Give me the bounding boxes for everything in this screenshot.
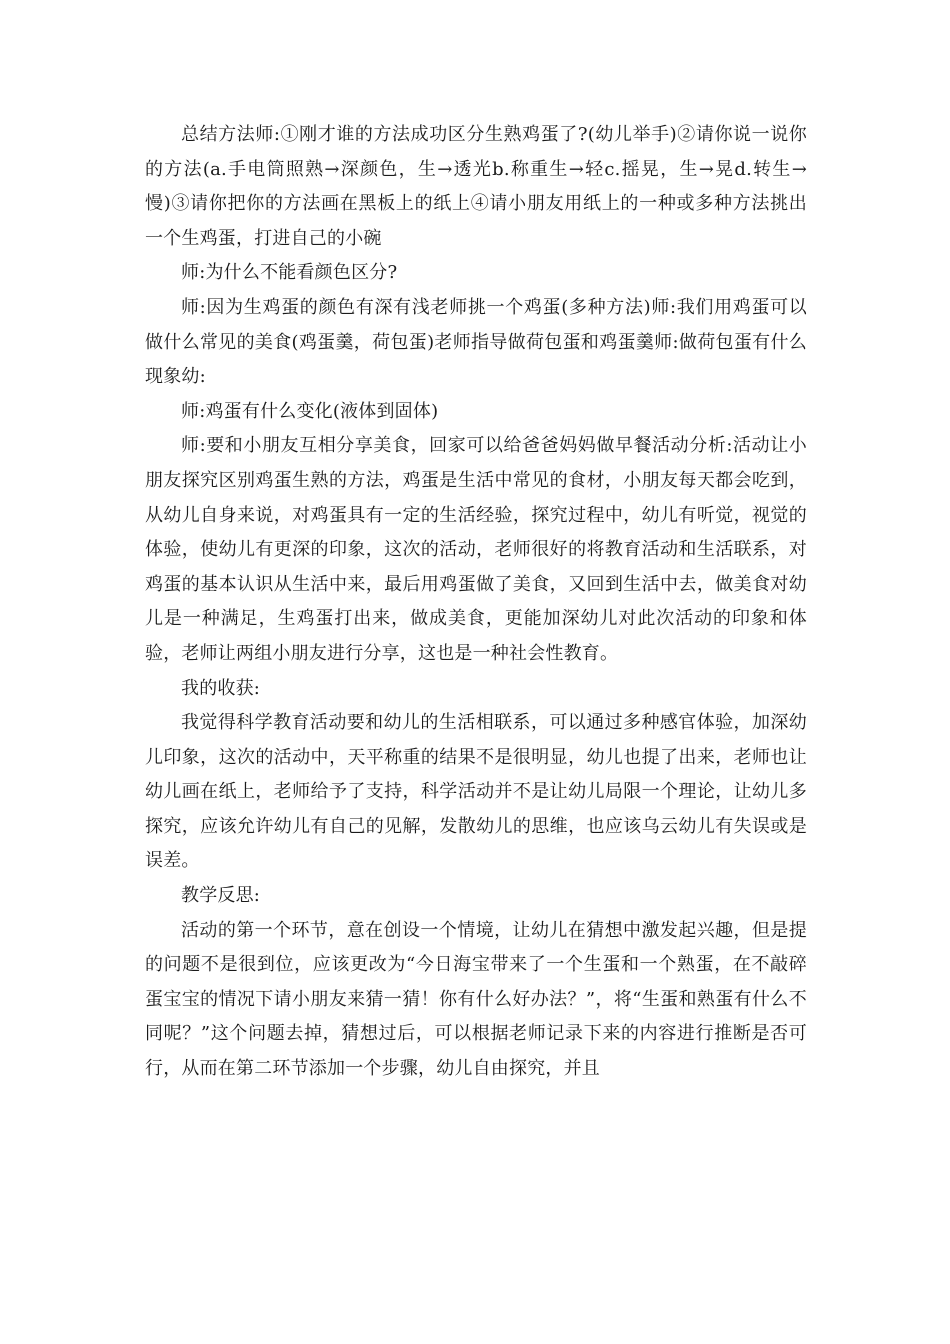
heading-my-gains: 我的收获:: [181, 677, 261, 699]
paragraph-egg-change: 师:鸡蛋有什么变化(液体到固体): [181, 400, 439, 422]
paragraph-method-summary: 总结方法师:①刚才谁的方法成功区分生熟鸡蛋了?(幼儿举手)②请你说一说你的方法(a.手电筒照熟→深颜色，生→透光b.称重生→轻c.摇晃，生→晃d.转生→慢)③请你把你的方法画在黑板上的纸上④请小朋友用纸上的一种或多种方法挑出一个生鸡蛋，打进自己的小碗: [145, 124, 807, 249]
paragraph-color-question: 师:为什么不能看颜色区分?: [181, 262, 398, 284]
document-page: [145, 118, 807, 1087]
paragraph-activity-analysis: 师:要和小朋友互相分享美食，回家可以给爸爸妈妈做早餐活动分析:活动让小朋友探究区别鸡蛋生熟的方法，鸡蛋是生活中常见的食材，小朋友每天都会吃到，从幼儿自身来说，对鸡蛋具有一定的生活经验，探究过程中，幼儿有听觉，视觉的体验，使幼儿有更深的印象，这次的活动，老师很好的将教育活动和生活联系，对鸡蛋的基本认识从生活中来，最后用鸡蛋做了美食，又回到生活中去，做美食对幼儿是一种满足，生鸡蛋打出来，做成美食，更能加深幼儿对此次活动的印象和体验，老师让两组小朋友进行分享，这也是一种社会性教育。: [145, 435, 807, 664]
heading-teaching-reflection: 教学反思:: [181, 885, 261, 907]
paragraph-my-gains: 我觉得科学教育活动要和幼儿的生活相联系，可以通过多种感官体验，加深幼儿印象，这次的活动中，天平称重的结果不是很明显，幼儿也提了出来，老师也让幼儿画在纸上，老师给予了支持，科学活动并不是让幼儿局限一个理论，让幼儿多探究，应该允许幼儿有自己的见解，发散幼儿的思维，也应该乌云幼儿有失误或是误差。: [145, 712, 807, 872]
paragraph-teaching-reflection: 活动的第一个环节，意在创设一个情境，让幼儿在猜想中激发起兴趣，但是提的问题不是很到位，应该更改为“今日海宝带来了一个生蛋和一个熟蛋，在不敲碎蛋宝宝的情况下请小朋友来猜一猜！你有什么好办法？”，将“生蛋和熟蛋有什么不同呢？”这个问题去掉，猜想过后，可以根据老师记录下来的内容进行推断是否可行，从而在第二环节添加一个步骤，幼儿自由探究，并且: [145, 919, 807, 1080]
paragraph-egg-dishes: 师:因为生鸡蛋的颜色有深有浅老师挑一个鸡蛋(多种方法)师:我们用鸡蛋可以做什么常见的美食(鸡蛋羹，荷包蛋)老师指导做荷包蛋和鸡蛋羹师:做荷包蛋有什么现象幼:: [145, 296, 807, 388]
